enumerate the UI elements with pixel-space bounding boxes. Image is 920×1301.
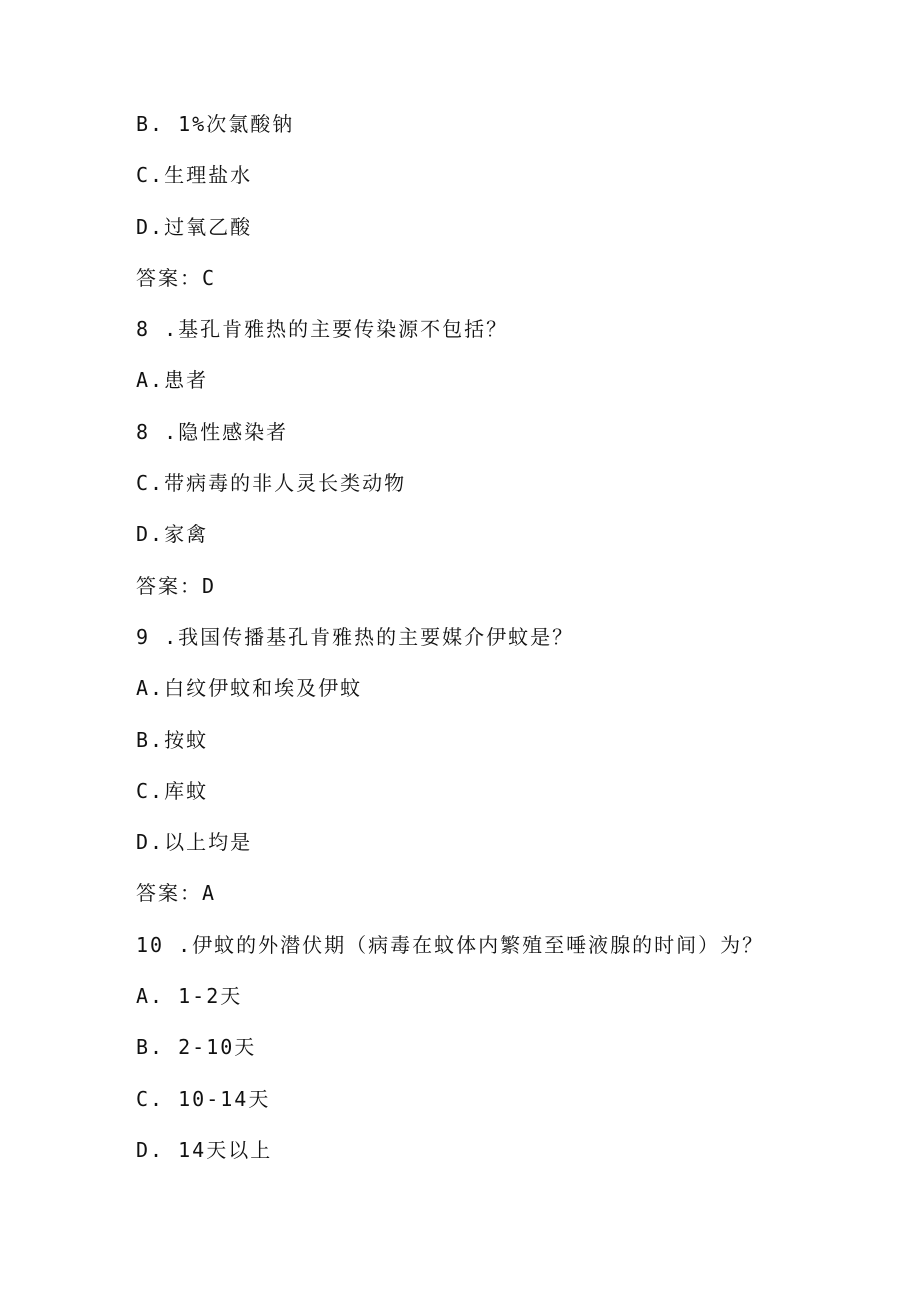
- question-8-option-b: 8 .隐性感染者: [136, 419, 289, 444]
- question-10-option-c: C. 10-14天: [136, 1086, 271, 1111]
- question-8-option-a: A.患者: [136, 368, 209, 393]
- question-9-option-a: A.白纹伊蚊和埃及伊蚊: [136, 676, 363, 701]
- answer-7: 答案：C: [136, 265, 217, 290]
- question-10-option-a: A. 1-2天: [136, 984, 243, 1009]
- option-b-sodium-hypochlorite: B. 1%次氯酸钠: [136, 112, 295, 136]
- question-8-option-c: C.带病毒的非人灵长类动物: [136, 471, 407, 496]
- quiz-text: [136, 106, 876, 1183]
- question-9-option-d: D.以上均是: [136, 830, 253, 855]
- answer-9: 答案：A: [136, 881, 217, 906]
- question-10: 10 .伊蚊的外潜伏期（病毒在蚊体内繁殖至唾液腺的时间）为？: [136, 932, 765, 957]
- answer-8: 答案：D: [136, 573, 217, 598]
- question-9-option-b: B.按蚊: [136, 727, 209, 752]
- question-10-option-d: D. 14天以上: [136, 1137, 273, 1162]
- question-9: 9 .我国传播基孔肯雅热的主要媒介伊蚊是？: [136, 624, 575, 649]
- question-8: 8 .基孔肯雅热的主要传染源不包括？: [136, 317, 509, 342]
- question-9-option-c: C.库蚊: [136, 778, 209, 803]
- question-10-option-b: B. 2-10天: [136, 1035, 257, 1060]
- question-8-option-d: D.家禽: [136, 522, 209, 547]
- option-d-peracetic-acid: D.过氧乙酸: [136, 214, 253, 239]
- option-c-saline: C.生理盐水: [136, 163, 253, 188]
